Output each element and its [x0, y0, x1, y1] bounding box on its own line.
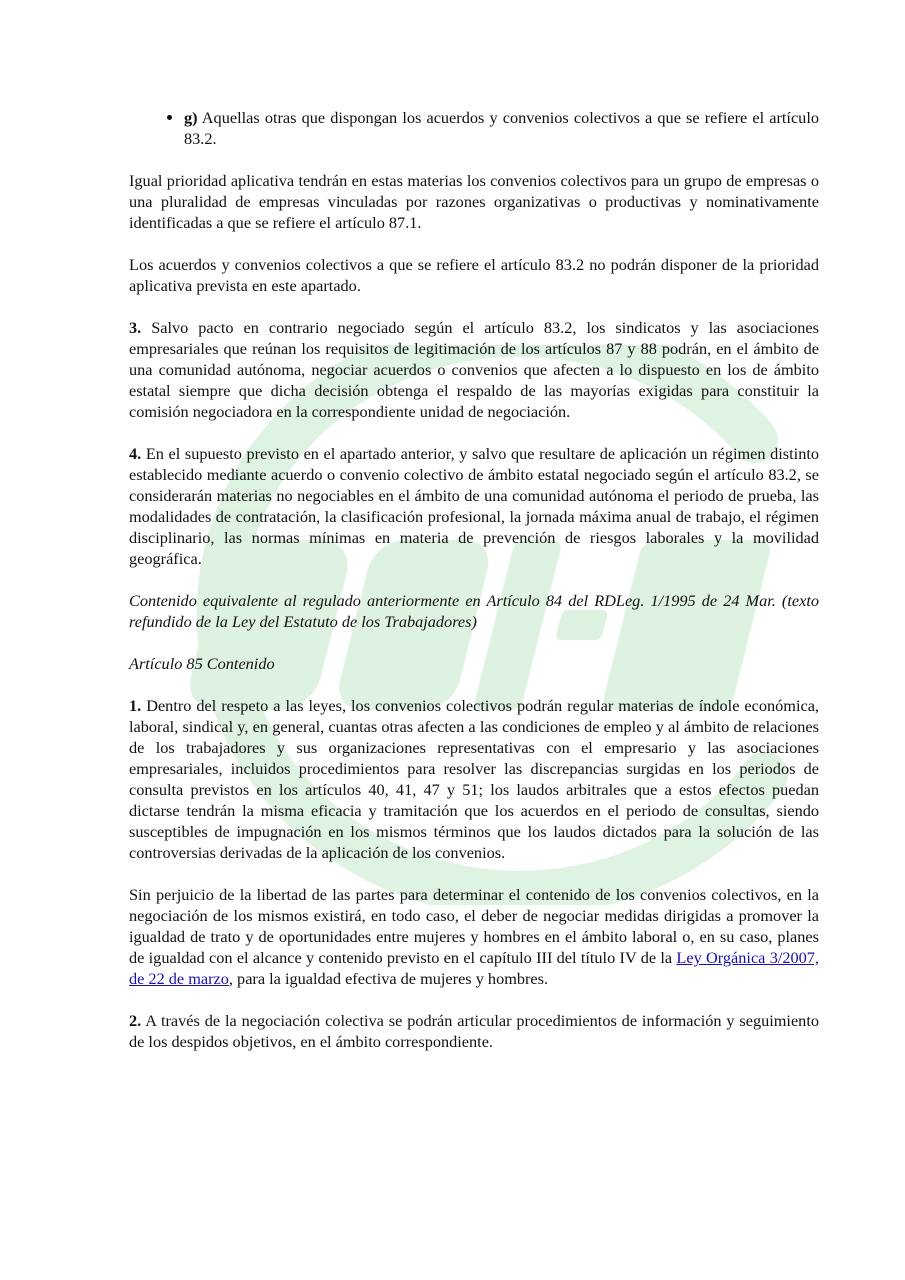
item-3-text: Salvo pacto en contrario negociado según el artículo 83.2, los sindicatos y las asociaciones empresariales que reúnan los requisitos de legitimación de los artículos 87 y 88 podrán, en el ámbito de una comunidad autónoma, negociar acuerdos o convenios que afecten a lo dispuesto en los de ámbito estatal siempre que dicha decisión obtenga el respaldo de las mayorías exigidas para constituir la comisión negociadora en la correspondiente unidad de negociación. — [129, 318, 819, 421]
bullet-text: Aquellas otras que dispongan los acuerdos y convenios colectivos a que se refiere el artículo 83.2. — [184, 108, 819, 148]
sin-perjuicio-text-after: , para la igualdad efectiva de mujeres y hombres. — [228, 969, 549, 988]
item-3 — [129, 317, 819, 422]
item-2-number: 2. — [129, 1011, 142, 1030]
item-1 — [129, 695, 819, 863]
item-4-text: En el supuesto previsto en el apartado anterior, y salvo que resultare de aplicación un régimen distinto establecido mediante acuerdo o convenio colectivo de ámbito estatal negociado según el artículo 83.2, se considerarán materias no negociables en el ámbito de una comunidad autónoma el periodo de prueba, las modalidades de contratación, la clasificación profesional, la jornada máxima anual de trabajo, el régimen disciplinario, las normas mínimas en materia de prevención de riesgos laborales y la movilidad geográfica. — [129, 444, 819, 568]
item-3-number: 3. — [129, 318, 142, 337]
document-page — [129, 107, 819, 1073]
bullet-list — [129, 107, 819, 149]
article-heading: Artículo 85 Contenido — [129, 654, 275, 673]
item-2-text: A través de la negociación colectiva se podrán articular procedimientos de información y seguimiento de los despidos objetivos, en el ámbito correspondiente. — [129, 1011, 819, 1051]
item-1-number: 1. — [129, 696, 142, 715]
item-4-number: 4. — [129, 444, 142, 463]
ley-organica-link[interactable]: Ley Orgánica 3/2007, de 22 de marzo — [129, 948, 819, 988]
item-2 — [129, 1010, 819, 1052]
paragraph-sin-perjuicio — [129, 884, 819, 989]
paragraph-acuerdos: Los acuerdos y convenios colectivos a que se refiere el artículo 83.2 no podrán disponer de la prioridad aplicativa prevista en este apartado. — [129, 255, 819, 295]
paragraph-igual-prioridad: Igual prioridad aplicativa tendrán en estas materias los convenios colectivos para un grupo de empresas o una pluralidad de empresas vinculadas por razones organizativas o productivas y nominativamente identificadas a que se refiere el artículo 87.1. — [129, 171, 819, 232]
bullet-item-g — [184, 107, 819, 149]
item-1-text: Dentro del respeto a las leyes, los convenios colectivos podrán regular materias de índole económica, laboral, sindical y, en general, cuantas otras afecten a las condiciones de empleo y al ámbito de relaciones de los trabajadores y sus organizaciones representativas con el empresario y las asociaciones empresariales, incluidos procedimientos para resolver las discrepancias surgidas en los periodos de consulta previstos en los artículos 40, 41, 47 y 51; los laudos arbitrales que a estos efectos puedan dictarse tendrán la misma eficacia y tramitación que los acuerdos en el periodo de consultas, siendo susceptibles de impugnación en los mismos términos que los laudos dictados para la solución de las controversias derivadas de la aplicación de los convenios. — [129, 696, 819, 862]
note-contenido-equivalente: Contenido equivalente al regulado anteriormente en Artículo 84 del RDLeg. 1/1995 de 24 Mar. (texto refundido de la Ley del Estatuto de los Trabajadores) — [129, 591, 819, 631]
sin-perjuicio-text-before: Sin perjuicio de la libertad de las partes para determinar el contenido de los convenios colectivos, en la negociación de los mismos existirá, en todo caso, el deber de negociar medidas dirigidas a promover la igualdad de trato y de oportunidades entre mujeres y hombres en el ámbito laboral o, en su caso, planes de igualdad con el alcance y contenido previsto en el capítulo III del título IV de la — [129, 885, 819, 967]
bullet-marker: g) — [184, 108, 198, 127]
item-4 — [129, 443, 819, 569]
